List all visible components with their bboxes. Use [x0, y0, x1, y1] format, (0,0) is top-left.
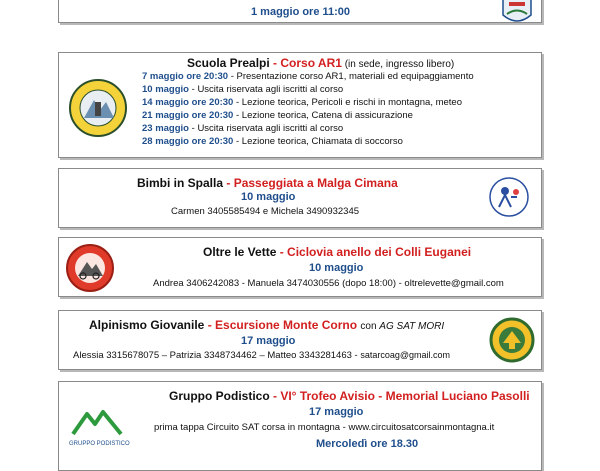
event-card-gruppo-podistico — [58, 381, 542, 471]
schedule-text: - Uscita riservata agli iscritti al corso — [189, 84, 344, 95]
event-note: (in sede, ingresso libero) — [341, 59, 455, 70]
event-date: 10 maggio — [241, 191, 296, 203]
schedule-item — [142, 70, 474, 83]
weekly-schedule: Mercoledì ore 18.30 — [316, 438, 419, 450]
org-name: Gruppo Podistico — [169, 389, 270, 403]
castel-logo — [499, 0, 535, 27]
schedule-text: - Lezione teorica, Pericoli e rischi in montagna, meteo — [233, 97, 462, 108]
schedule-date: 28 maggio ore 20:30 — [142, 136, 234, 147]
schedule-text: - Lezione teorica, Catena di assicurazione — [233, 110, 413, 121]
event-title: Alpinismo Giovanile - Escursione Monte Corno con AG SAT MORI — [89, 318, 445, 332]
schedule-date: 14 maggio ore 20:30 — [142, 97, 234, 108]
oltre-le-vette-logo — [65, 243, 115, 293]
schedule-date: 21 maggio ore 20:30 — [142, 110, 234, 121]
event-card-scuola-prealpi — [58, 52, 542, 158]
event-date: 10 maggio — [309, 262, 364, 274]
event-name: Passeggiata a Malga Cimana — [233, 176, 398, 190]
schedule-item — [142, 83, 474, 96]
event-card-1 — [58, 0, 542, 23]
circuit-info: prima tappa Circuito SAT corsa in montagna - www.circuitosatcorsainmontagna.it — [154, 422, 495, 433]
event-card-oltre-le-vette — [58, 237, 542, 297]
schedule-date: 7 maggio ore 20:30 — [142, 71, 229, 82]
event-title: Bimbi in Spalla - Passeggiata a Malga Cimana — [137, 176, 398, 190]
schedule-date: 10 maggio — [142, 84, 189, 95]
contact-email: satarcoag@gmail.com — [360, 350, 451, 360]
org-name: Bimbi in Spalla — [137, 176, 224, 190]
with-group: AG SAT MORI — [379, 321, 445, 332]
schedule-list — [142, 70, 474, 148]
schedule-text: - Lezione teorica, Chiamata di soccorso — [233, 136, 403, 147]
org-name: Scuola Prealpi — [187, 56, 270, 70]
event-title: Gruppo Podistico - VI° Trofeo Avisio - Memorial Luciano Pasolli — [169, 389, 530, 403]
schedule-date: 23 maggio — [142, 123, 189, 134]
bimbi-in-spalla-logo — [487, 175, 531, 219]
contacts: Carmen 3405585494 e Michela 3490932345 — [171, 206, 360, 217]
event-date: 17 maggio — [309, 406, 364, 418]
schedule-item — [142, 122, 474, 135]
event-name: Escursione Monte Corno — [215, 318, 358, 332]
org-name: Alpinismo Giovanile — [89, 318, 205, 332]
logo-label: GRUPPO PODISTICO — [69, 441, 130, 447]
event-date: 17 maggio — [241, 335, 296, 347]
event-name: Ciclovia anello dei Colli Euganei — [287, 245, 472, 259]
schedule-item — [142, 96, 474, 109]
event-date: 1 maggio ore 11:00 — [251, 6, 351, 18]
mountain-icon — [69, 408, 125, 436]
contacts: Andrea 3406242083 - Manuela 3474030556 (dopo 18:00) - oltrelevette@gmail.com — [153, 278, 504, 289]
schedule-text: - Presentazione corso AR1, materiali ed equipaggiamento — [228, 71, 474, 82]
schedule-item — [142, 109, 474, 122]
event-name: Corso AR1 — [280, 56, 342, 70]
event-title: Oltre le Vette - Ciclovia anello dei Colli Euganei — [203, 245, 472, 259]
alpinismo-giovanile-logo — [489, 317, 535, 363]
event-name: VI° Trofeo Avisio - Memorial Luciano Pasolli — [280, 389, 530, 403]
org-name: Oltre le Vette — [203, 245, 277, 259]
event-card-alpinismo-giovanile — [58, 310, 542, 370]
event-card-bimbi-in-spalla — [58, 168, 542, 228]
schedule-text: - Uscita riservata agli iscritti al corso — [189, 123, 344, 134]
event-title: Scuola Prealpi - Corso AR1 (in sede, ingresso libero) — [187, 56, 455, 70]
contacts: Alessia 3315678075 – Patrizia 3348734462 – Matteo 3343281463 - satarcoag@gmail.com — [73, 350, 451, 361]
scuola-prealpi-logo — [68, 78, 128, 138]
gruppo-podistico-logo — [69, 408, 130, 448]
schedule-item — [142, 135, 474, 148]
